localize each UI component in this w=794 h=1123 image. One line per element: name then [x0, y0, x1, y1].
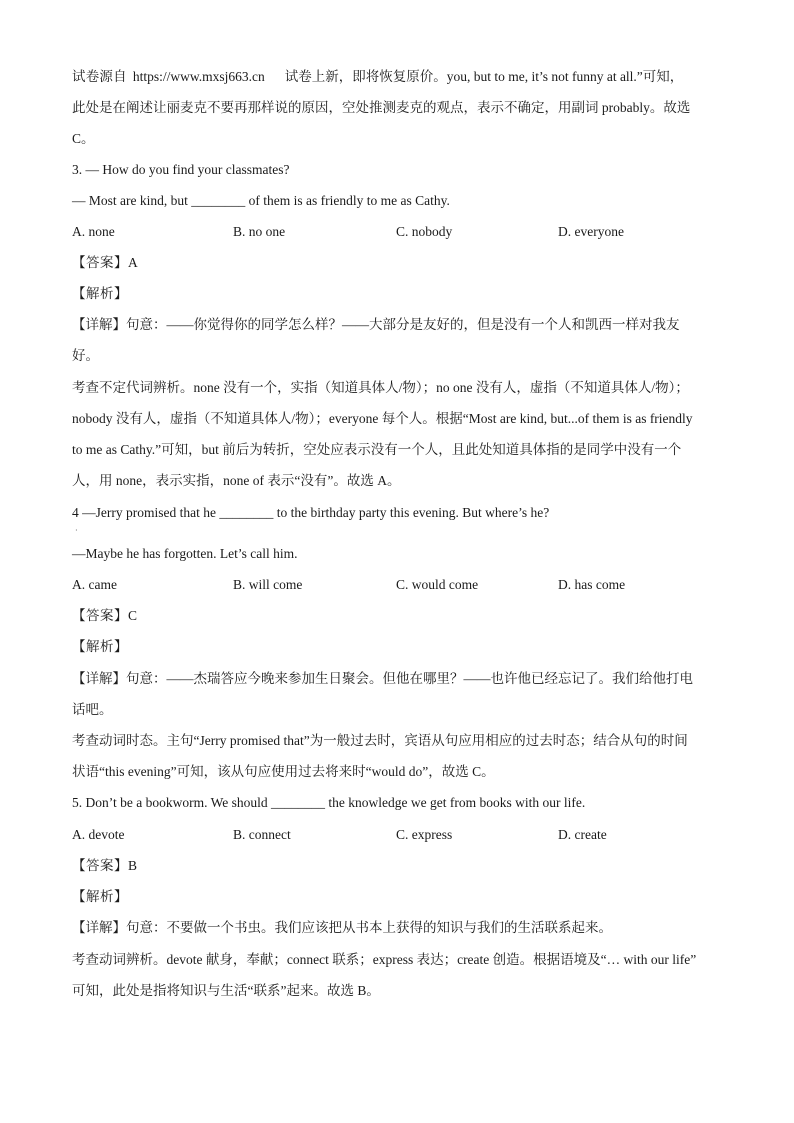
q3-option-c: C. nobody	[396, 224, 453, 239]
source-label: 试卷源自	[72, 69, 127, 84]
q3-detail-2: 好。	[72, 348, 99, 363]
q3-detail-5: to me as Cathy.”可知，but 前后为转折，空处应表示没有一个人，且此处知道具体指的是同学中没有一个	[72, 442, 682, 457]
prev-analysis-line-1: you, but to me, it’s not funny at all.”可知，	[446, 69, 684, 84]
q3-detail-6: 人，用 none，表示实指，none of 表示“没有”。故选 A。	[72, 473, 401, 488]
q3-detail-3: 考查不定代词辨析。none 没有一个，实指（知道具体人/物）；no one 没有人，虚指（不知道具体人/物）；	[72, 380, 689, 395]
q4-analysis-label: 【解析】	[72, 639, 128, 654]
q5-analysis-label: 【解析】	[72, 889, 128, 904]
q4-option-a: A. came	[72, 577, 117, 592]
q5-option-b: B. connect	[233, 827, 291, 842]
q4-option-d: D. has come	[558, 577, 626, 592]
q4-number-dot: ·	[75, 526, 78, 535]
q4-detail-4: 状语“this evening”可知，该从句应使用过去将来时“would do”，故选 C。	[72, 764, 495, 779]
q5-answer: 【答案】B	[72, 858, 138, 873]
q3-stem-1: 3. — How do you find your classmates?	[72, 162, 290, 177]
header-note: 试卷上新，即将恢复原价。	[284, 69, 447, 84]
q4-detail-2: 话吧。	[72, 702, 113, 717]
q3-answer: 【答案】A	[72, 255, 139, 270]
prev-analysis-line-2: 此处是在阐述让丽麦克不要再那样说的原因，空处推测麦克的观点，表示不确定，用副词 probably。故选	[72, 100, 691, 115]
q3-detail-1: 【详解】句意：——你觉得你的同学怎么样？——大部分是友好的，但是没有一个人和凯西一样对我友	[72, 317, 680, 332]
q4-detail-1: 【详解】句意：——杰瑞答应今晚来参加生日聚会。但他在哪里？——也许他已经忘记了。我们给他打电	[72, 671, 693, 686]
q3-stem-2: — Most are kind, but ________ of them is as friendly to me as Cathy.	[72, 193, 450, 208]
source-url-link[interactable]: https://www.mxsj663.cn	[132, 69, 265, 84]
prev-analysis-line-3: C。	[72, 131, 95, 146]
q5-detail-3: 可知，此处是指将知识与生活“联系”起来。故选 B。	[72, 983, 380, 998]
q5-detail-2: 考查动词辨析。devote 献身，奉献；connect 联系；express 表达；create 创造。根据语境及“… with our life”	[72, 952, 697, 967]
q4-stem-1: 4 —Jerry promised that he ________ to the birthday party this evening. But where’s he?	[72, 505, 550, 520]
q5-detail-1: 【详解】句意：不要做一个书虫。我们应该把从书本上获得的知识与我们的生活联系起来。	[72, 920, 612, 935]
q4-answer: 【答案】C	[72, 608, 138, 623]
q4-stem-2: —Maybe he has forgotten. Let’s call him.	[72, 546, 298, 561]
q5-stem-1: 5. Don’t be a bookworm. We should ________ the knowledge we get from books with our life.	[72, 795, 586, 810]
q3-detail-4: nobody 没有人，虚指（不知道具体人/物）；everyone 每个人。根据“Most are kind, but...of them is as friendly	[72, 411, 693, 426]
q5-option-d: D. create	[558, 827, 607, 842]
q3-option-d: D. everyone	[558, 224, 624, 239]
q3-option-b: B. no one	[233, 224, 286, 239]
q5-option-a: A. devote	[72, 827, 125, 842]
q4-detail-3: 考查动词时态。主句“Jerry promised that”为一般过去时，宾语从句应用相应的过去时态；结合从句的时间	[72, 733, 688, 748]
q3-option-a: A. none	[72, 224, 115, 239]
q3-analysis-label: 【解析】	[72, 286, 128, 301]
q4-option-c: C. would come	[396, 577, 479, 592]
header-line	[72, 67, 722, 87]
q4-option-b: B. will come	[233, 577, 303, 592]
q5-option-c: C. express	[396, 827, 453, 842]
